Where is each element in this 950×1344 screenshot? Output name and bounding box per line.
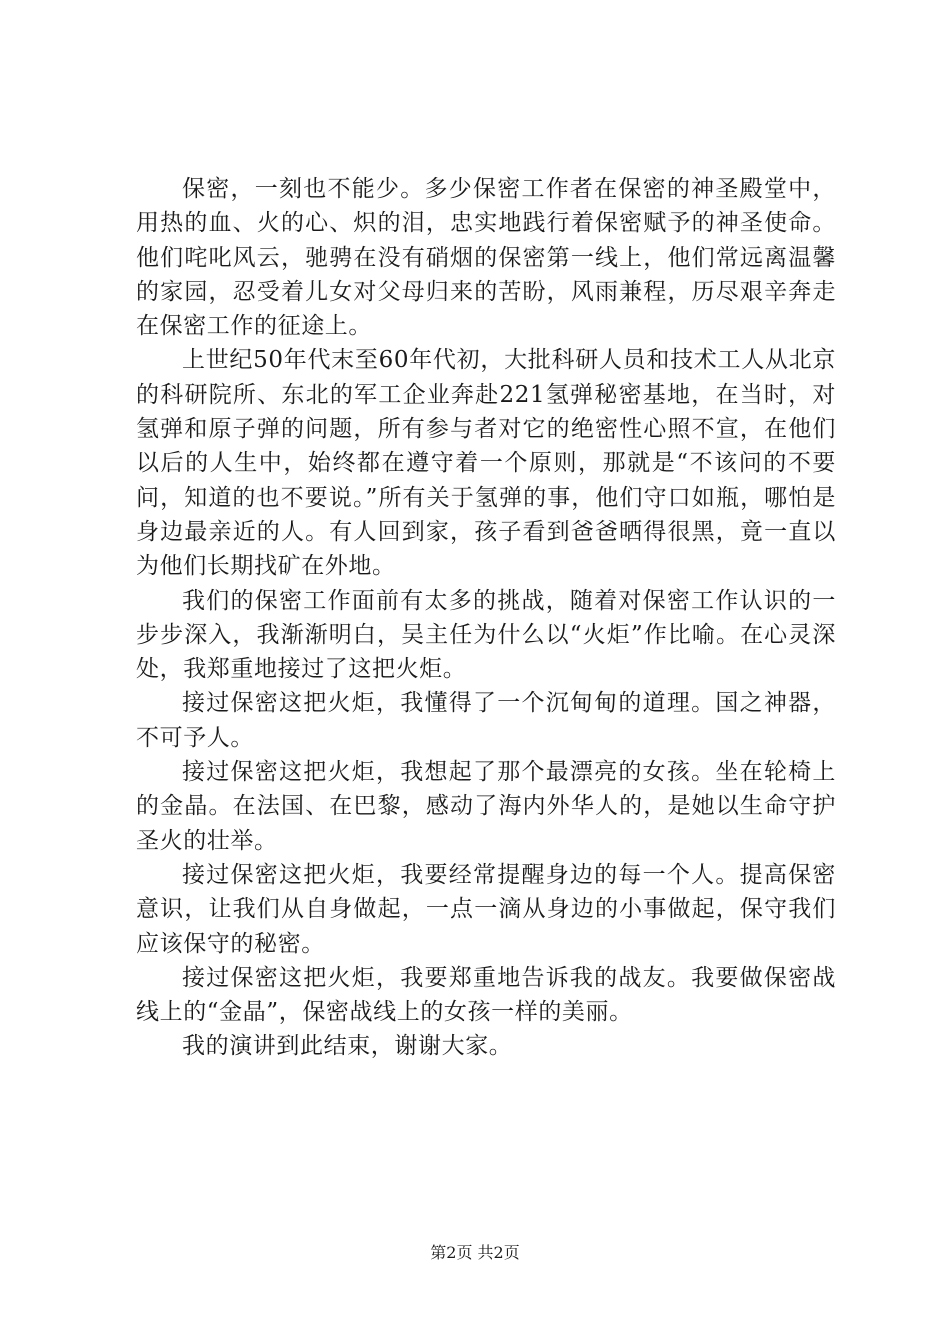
page-number-footer: 第2页 共2页: [430, 1243, 520, 1262]
paragraph-6: 接过保密这把火炬，我要经常提醒身边的每一个人。提高保密意识，让我们从自身做起，一点一滴从身边的小事做起，保守我们应该保守的秘密。: [136, 861, 836, 957]
paragraph-1: 保密，一刻也不能少。多少保密工作者在保密的神圣殿堂中，用热的血、火的心、炽的泪，忠实地践行着保密赋予的神圣使命。他们咤叱风云，驰骋在没有硝烟的保密第一线上，他们常远离温馨的家园，忍受着儿女对父母归来的苦盼，风雨兼程，历尽艰辛奔走在保密工作的征途上。: [136, 176, 836, 340]
paragraph-5: 接过保密这把火炬，我想起了那个最漂亮的女孩。坐在轮椅上的金晶。在法国、在巴黎，感动了海内外华人的，是她以生命守护圣火的壮举。: [136, 759, 836, 854]
paragraph-4: 接过保密这把火炬，我懂得了一个沉甸甸的道理。国之神器，不可予人。: [136, 690, 836, 751]
document-body: [136, 172, 836, 1064]
paragraph-3: 我们的保密工作面前有太多的挑战，随着对保密工作认识的一步步深入，我渐渐明白，吴主任为什么以“火炬”作比喻。在心灵深处，我郑重地接过了这把火炬。: [136, 587, 836, 683]
paragraph-8: 我的演讲到此结束，谢谢大家。: [182, 1033, 513, 1060]
paragraph-2: 上世纪50年代末至60年代初，大批科研人员和技术工人从北京的科研院所、东北的军工企业奔赴221氢弹秘密基地，在当时，对氢弹和原子弹的问题，所有参与者对它的绝密性心照不宣，在他们以后的人生中，始终都在遵守着一个原则，那就是“不该问的不要问，知道的也不要说。”所有关于氢弹的事，他们守口如瓶，哪怕是身边最亲近的人。有人回到家，孩子看到爸爸晒得很黑，竟一直以为他们长期找矿在外地。: [136, 347, 836, 580]
paragraph-7: 接过保密这把火炬，我要郑重地告诉我的战友。我要做保密战线上的“金晶”，保密战线上的女孩一样的美丽。: [136, 964, 836, 1026]
